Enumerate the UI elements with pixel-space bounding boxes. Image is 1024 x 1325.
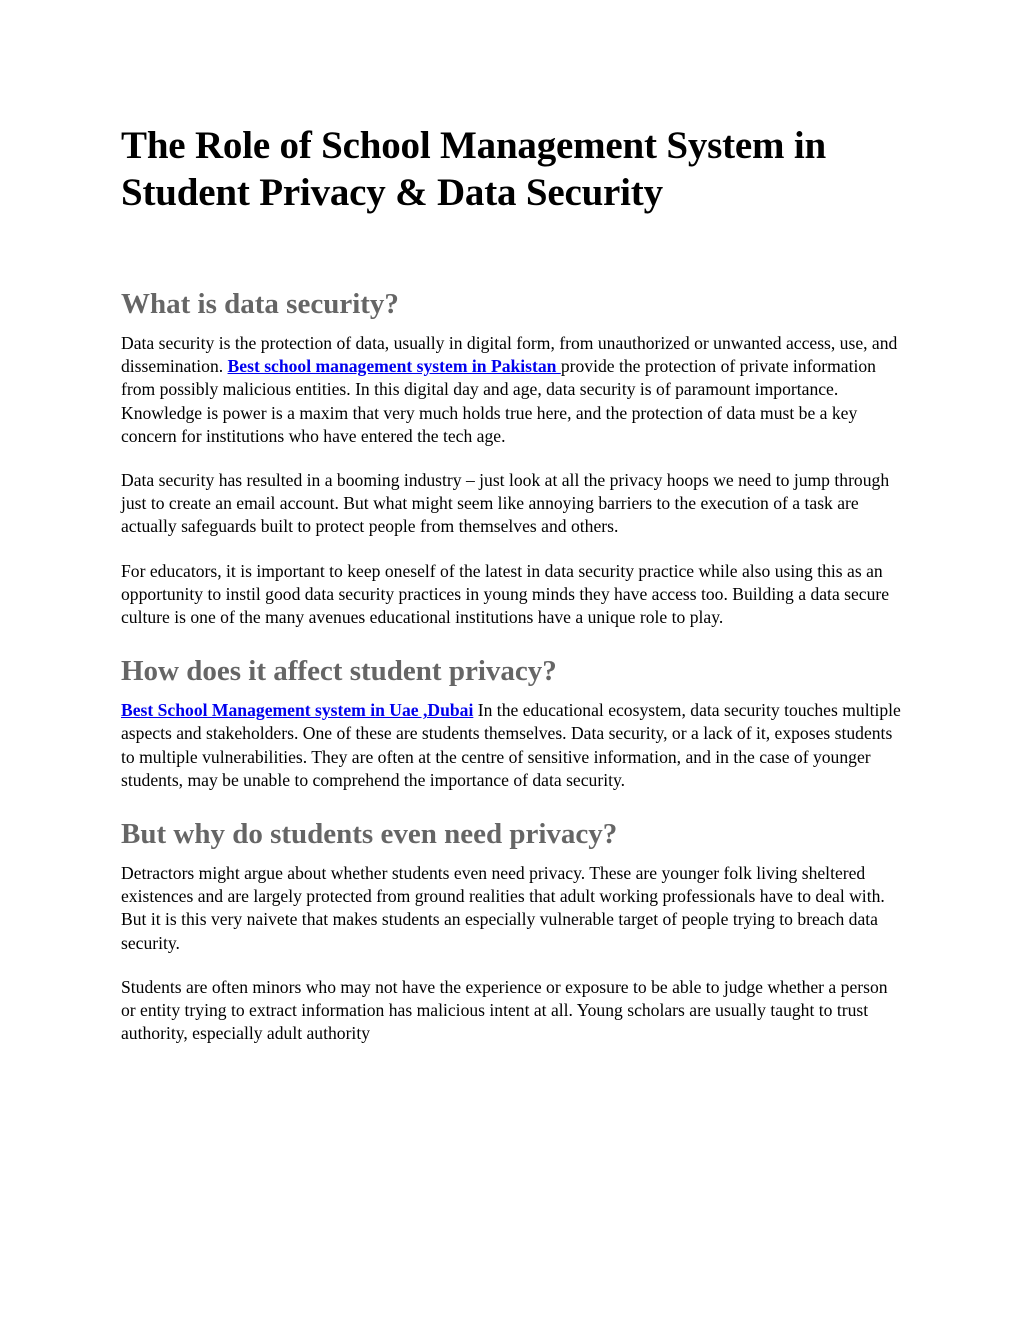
section-heading-data-security: What is data security? [121,288,399,320]
paragraph-for-educators: For educators, it is important to keep oneself of the latest in data security practice while also using this as an opportunity to instil good data security practices in young minds they have access too. Building a data secure culture is one of the many avenues educational institutions have a unique role to play. [121,560,890,628]
paragraph-detractors: Detractors might argue about whether students even need privacy. These are younger folk living sheltered existences and are largely protected from ground realities that adult working professionals have to deal with. But it is this very naivete that makes students an especially vulnerable target of people trying to breach data security. [121,863,885,953]
paragraph-text: In the educational ecosystem, data security touches multiple aspects and stakeholders. One of these are students themselves. Data security, or a lack of it, exposes students to multiple vulnerabilities. They are often at the centre of sensitive information, and in the case of younger students, may be unable to comprehend the importance of data security. [121,700,901,790]
link-best-school-management-uae-dubai[interactable]: Best School Management system in Uae ,Dubai [121,700,474,721]
link-best-school-management-pakistan[interactable]: Best school management system in Pakistan [227,356,561,377]
document-page [121,122,901,1045]
section-heading-why-privacy: But why do students even need privacy? [121,818,618,851]
paragraph-text: Data security is the protection of data, usually in digital form, from unauthorized or unwanted access, use, and dissemination. [121,333,898,377]
section-heading-student-privacy: How does it affect student privacy? [121,655,557,688]
paragraph-students-minors: Students are often minors who may not have the experience or exposure to be able to judge whether a person or entity trying to extract information has malicious intent at all. Young scholars are usually taught to trust authority, especially adult authority [121,976,888,1044]
paragraph-booming-industry: Data security has resulted in a booming industry – just look at all the privacy hoops we need to jump through just to create an email account. But what might seem like annoying barriers to the execution of a task are actually safeguards built to protect people from themselves and others. [121,470,890,537]
paragraph-educational-ecosystem [121,699,901,792]
paragraph-text: provide the protection of private information from possibly malicious entities. In this digital day and age, data security is of paramount importance. Knowledge is power is a maxim that very much holds true here, and the protection of data must be a key concern for institutions who have entered the tech age. [121,356,876,446]
document-title: The Role of School Management System in Student Privacy & Data Security [121,124,826,214]
paragraph-data-security-definition [121,332,901,448]
